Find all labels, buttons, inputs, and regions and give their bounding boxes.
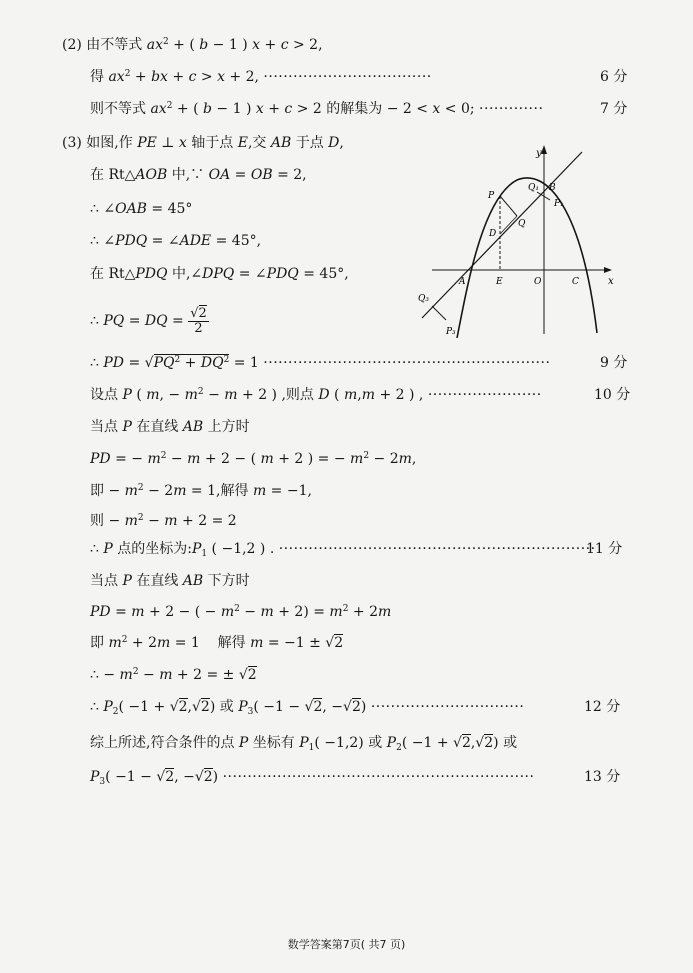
line-2: 得 $ax^2$ + bx + c > x + 2, ·································· bbox=[90, 69, 432, 85]
line-21: ∴ $P_2( -1 + √2,√2)$ 或 $P_3( -1 - √2$, −√2) ······························· bbox=[90, 699, 525, 717]
line-11: 设点 P ( m, − $m^2 - m + 2$ ) ,则点 D ( m,m + 2 ) , ······················· bbox=[90, 387, 542, 403]
line-22: 综上所述,符合条件的点 P 坐标有 $P_1( -1,2)$ 或 $P_2( -1 + √2,√2)$ 或 bbox=[90, 735, 518, 753]
line-23: $P_3( -1 - √2$, −√2) ······························································· bbox=[90, 769, 535, 787]
segment-Q3P3 bbox=[432, 306, 446, 320]
parabola-figure bbox=[412, 138, 620, 338]
label-Q3: Q₃ bbox=[418, 294, 429, 304]
segment-DQ bbox=[500, 216, 517, 234]
line-8: 在 Rt△PDQ 中,∠DPQ = ∠PDQ = 45°, bbox=[90, 266, 349, 282]
line-12: 当点 P 在直线 AB 上方时 bbox=[90, 419, 250, 435]
score-12: 12 分 bbox=[584, 699, 621, 715]
line-9: ∴ PQ = DQ = $\frac{√2}{2}$ bbox=[90, 305, 207, 336]
line-7: ∴ ∠PDQ = ∠ADE = 45°, bbox=[90, 233, 262, 249]
line-1: (2) 由不等式 $ax^2$ + ( b − 1 ) x + c > 2, bbox=[62, 37, 323, 53]
label-C: C bbox=[572, 277, 579, 287]
label-B: B bbox=[549, 183, 556, 193]
line-3: 则不等式 $ax^2$ + ( b − 1 ) x + c > 2 的解集为 − 2 < x < 0; ············· bbox=[90, 101, 544, 117]
page-footer: 数学答案第7页( 共7 页) bbox=[287, 938, 406, 951]
line-13: PD = − $m^2 - m + 2$ − ( m + 2 ) = − $m^2 - 2m$, bbox=[90, 451, 417, 467]
label-Q: Q bbox=[518, 219, 526, 229]
line-15: 则 − $m^2 - m + 2 = 2$ bbox=[90, 513, 237, 529]
score-7: 7 分 bbox=[600, 101, 628, 117]
line-6: ∴ ∠OAB = 45° bbox=[90, 201, 193, 217]
line-10: ∴ PD = $√PQ^2 + DQ^2 = 1$ ·························································· bbox=[90, 355, 551, 371]
score-6: 6 分 bbox=[600, 69, 628, 85]
y-axis-arrow bbox=[541, 145, 547, 154]
label-A: A bbox=[459, 277, 466, 287]
segment-PQ bbox=[500, 196, 517, 216]
line-5: 在 Rt△AOB 中,∵ OA = OB = 2, bbox=[90, 167, 307, 183]
score-13: 13 分 bbox=[584, 769, 621, 785]
line-18: PD = m + 2 − ( − $m^2 - m + 2) = m^2 + 2m$ bbox=[90, 604, 392, 620]
parabola-curve bbox=[457, 178, 597, 338]
label-x: x bbox=[608, 276, 614, 287]
label-Q1: Q₁ bbox=[528, 183, 539, 193]
label-E: E bbox=[496, 277, 503, 287]
label-P: P bbox=[488, 191, 495, 201]
label-P1: P₁ bbox=[554, 199, 564, 209]
line-14: 即 − $m^2 - 2m = 1$,解得 m = −1, bbox=[90, 483, 312, 499]
line-AB bbox=[422, 152, 582, 318]
score-9: 9 分 bbox=[600, 355, 628, 371]
label-P3: P₃ bbox=[446, 327, 456, 337]
score-11: 11 分 bbox=[586, 541, 623, 557]
x-axis-arrow bbox=[604, 267, 612, 273]
line-17: 当点 P 在直线 AB 下方时 bbox=[90, 573, 250, 589]
label-O: O bbox=[534, 277, 542, 287]
line-4: (3) 如图,作 PE ⊥ x 轴于点 E,交 AB 于点 D, bbox=[62, 135, 344, 151]
score-10: 10 分 bbox=[594, 387, 631, 403]
label-D: D bbox=[489, 229, 497, 239]
line-20: ∴ − $m^2 - m + 2$ = ± √2 bbox=[90, 667, 257, 683]
line-16: ∴ P 点的坐标为$:P_1$ ( −1,2 ) . ································································ bbox=[90, 541, 596, 559]
line-19: 即 $m^2 + 2m = 1$ 解得 m = −1 ± √2 bbox=[90, 635, 344, 651]
label-y: y bbox=[536, 148, 542, 159]
